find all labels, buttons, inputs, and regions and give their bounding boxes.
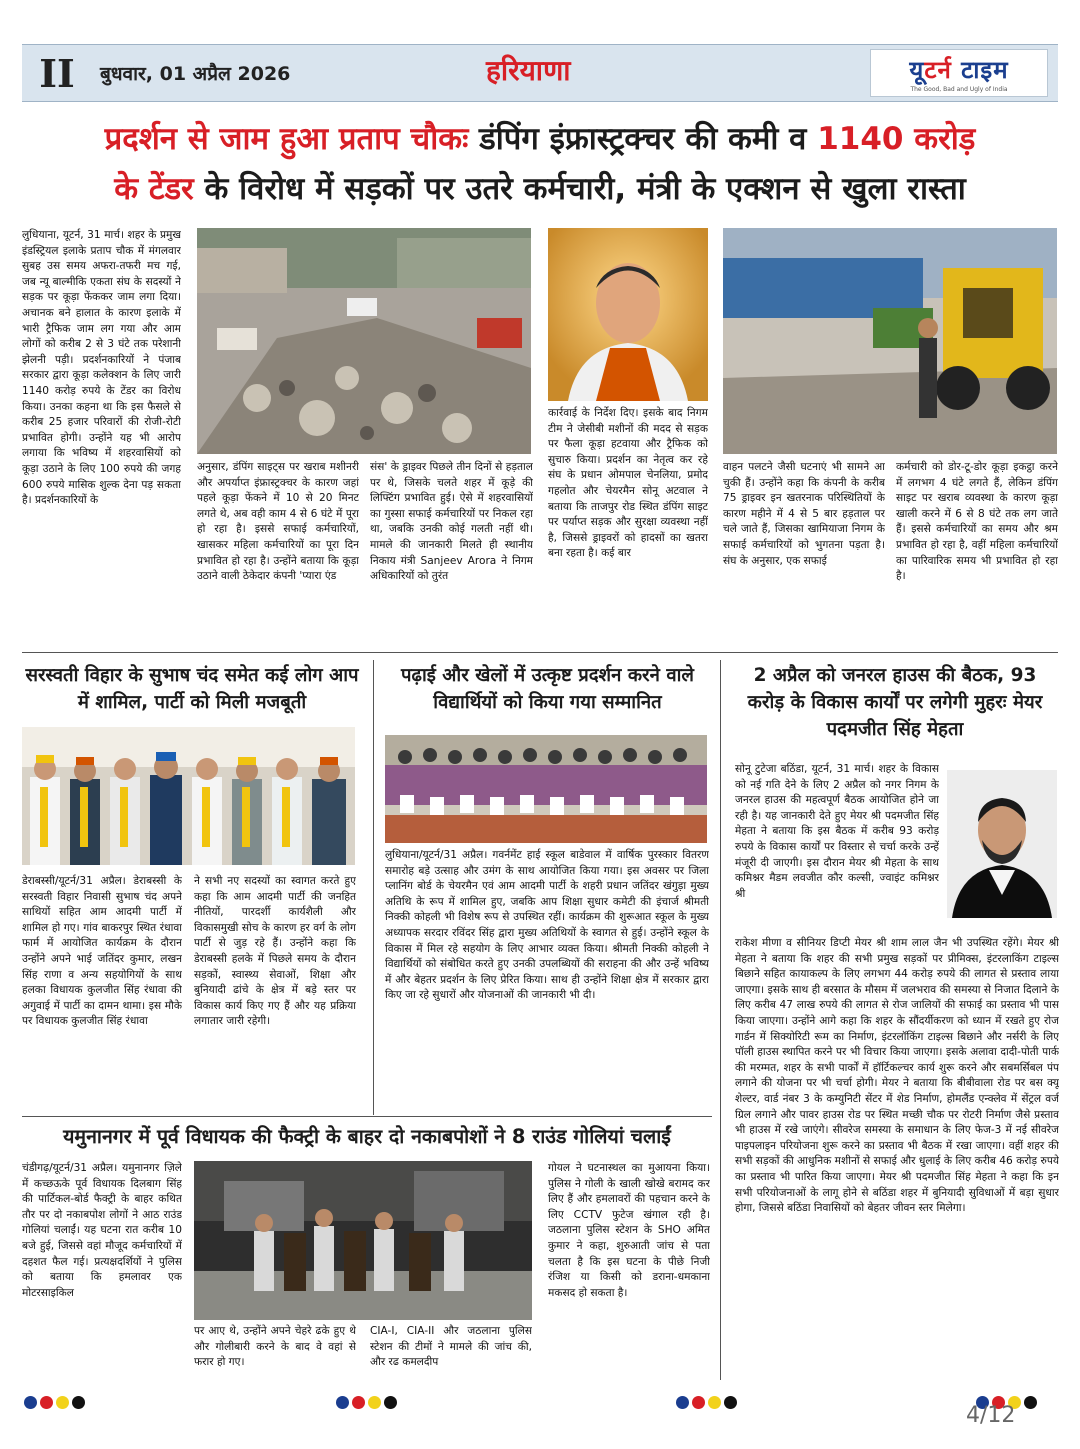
story-firing-column-1: चंडीगढ़/यूटर्न/31 अप्रैल। यमुनानगर ज़िले में कच्छऊके पूर्व विधायक दिलबाग सिंह की पार्टिकल-बोर्ड फैक्ट्री के बाहर कथित तौर पर दो नकाबपोश लोगों ने आठ राउंड गोलियां चलाईं। यह घटना रात करीब 10 बजे हुई, जिससे वहां मौजूद कर्मचारियों में दहशत फैल गई। प्रत्यक्षदर्शियों ने पुलिस को बताया कि हमलावर एक मोटरसाइकिल [22, 1162, 182, 1299]
page-number: II [39, 50, 75, 96]
column-divider [373, 660, 374, 1115]
footer-dots [676, 1396, 737, 1409]
lead-column-2: अनुसार, डंपिंग साइट्स पर खराब मशीनरी और अपर्याप्त इंफ्रास्ट्रक्चर के कारण जहां पहले कूड़ा फेंकने में 10 से 20 मिनट लगते थे, अब वही काम 4 से 6 घंटे में पूरा हो रहा है। इससे सफाई कर्मचारियों, खासकर महिला कर्मचारियों का पूरा दिन प्रभावित हो रहा है। उन्होंने बताया कि कूड़ा उठाने वाली ठेकेदार कंपनी 'प्यारा एंड [197, 461, 359, 583]
section-divider [22, 652, 1058, 653]
story-school-award-headline: पढ़ाई और खेलों में उत्कृष्ट प्रदर्शन करने वाले विद्यार्थियों को किया गया सम्मानित [401, 665, 694, 713]
story-bathinda-meeting-headline: 2 अप्रैल को जनरल हाउस की बैठक, 93 करोड़ के विकास कार्यों पर लगेगी मुहरः मेयर पदमजीत सिंह मेहता [747, 665, 1043, 740]
footer-dots [24, 1396, 85, 1409]
story-firing-column-4: गोयल ने घटनास्थल का मुआयना किया। पुलिस ने गोली के खाली खोखे बरामद कर लिए हैं और हमलावरों की पहचान करने के लिए CCTV फुटेज खंगाल रही है। जठलाना पुलिस स्टेशन के SHO अमित कुमार ने कहा, शुरुआती जांच से पता चलता है कि इस घटना के पीछे निजी रंजिश या किसी को डराना-धमकाना मकसद हो सकता है। [548, 1162, 710, 1299]
story-aap-joining-column-2: ने सभी नए सदस्यों का स्वागत करते हुए कहा कि आम आदमी पार्टी की जनहित नीतियों, पारदर्शी कार्यशैली और विकासमुखी सोच के कारण हर वर्ग के लोग पार्टी से जुड़ रहे हैं। उन्होंने कहा कि डेराबस्सी हलके में पिछले समय के दौरान सड़कों, स्वास्थ्य सेवाओं, शिक्षा और बुनियादी ढांचे के क्षेत्र में बड़े स्तर पर विकास कार्य किए गए हैं और यह प्रक्रिया लगातार जारी रहेगी। [194, 875, 356, 1028]
lead-column-6: कर्मचारी को डोर-टू-डोर कूड़ा इकट्ठा करने में लगभग 4 घंटे लगते हैं, लेकिन डंपिंग साइट पर खराब व्यवस्था के कारण कूड़ा खाली करने में 6 से 8 घंटे तक लग जाते हैं। इससे कर्मचारियों का समय और श्रम प्रभावित हो रहा है, वहीं महिला कर्मचारियों का पारिवारिक समय भी प्रभावित हो रहा है। [896, 461, 1058, 583]
story-firing-column-3: CIA-I, CIA-II और जठलाना पुलिस स्टेशन की टीमों ने मामले की जांच की, और रढ कमलदीप [370, 1325, 532, 1369]
section-state: हरियाणा [486, 54, 571, 87]
story-school-award-column: लुधियाना/यूटर्न/31 अप्रैल। गवर्नमेंट हाई स्कूल बाडेवाल में वार्षिक पुरस्कार वितरण समारोह बड़े उत्साह और उमंग के साथ आयोजित किया गया। इस अवसर पर जिला प्लानिंग बोर्ड के चेयरमैन एवं आम आदमी पार्टी के शहरी प्रधान जतिंदर खंगुड़ा मुख्य अतिथि के रूप में शामिल हुए, जबकि आप शिक्षा सुधार कमेटी की इंचार्ज श्रीमती निक्की कोहली भी विशेष रूप से उपस्थित रहीं। कार्यक्रम की शुरूआत स्कूल के मुख्य अध्यापक सरदार रविंदर सिंह द्वारा मुख्य अतिथियों के स्वागत से हुई। उन्होंने स्कूल के विकास में मिल रहे सहयोग के लिए आभार व्यक्त किया। श्रीमती निक्की कोहली ने विद्यार्थियों को संबोधित करते हुए उनकी उपलब्धियों की सराहना की और उन्हें भविष्य में और बेहतर प्रदर्शन के लिए प्रेरित किया। साथ ही उन्होंने शिक्षा क्षेत्र में सरकार द्वारा किए जा रहे सुधारों और योजनाओं की जानकारी भी दी। [385, 849, 709, 1002]
lead-column-1: लुधियाना, यूटर्न, 31 मार्च। शहर के प्रमुख इंडस्ट्रियल इलाके प्रताप चौक में मंगलवार सुबह उस समय अफरा-तफरी मच गई, जब न्यू बाल्मीकि एकता संघ के सदस्यों ने सड़क पर कूड़ा फेंककर जाम लगा दिया। अचानक बने हालात के कारण इलाके में भारी ट्रैफिक जाम लग गया और आम लोगों को करीब 2 से 3 घंटे तक परेशानी झेलनी पड़ी। प्रदर्शनकारियों ने पंजाब सरकार द्वारा कूड़ा कलेक्शन के लिए जारी 1140 करोड़ रुपये के टेंडर का विरोध किया। उनका कहना था कि इस फैसले से करीब 25 हजार परिवारों की रोजी-रोटी प्रभावित होगी। उन्होंने यह भी आरोप लगाया कि भविष्य में शहरवासियों को कूड़ा उठाने के लिए 100 रुपये की जगह 600 रुपये मासिक शुल्क देना पड़ सकता है। प्रदर्शनकारियों के [22, 229, 181, 507]
minister-portrait [548, 228, 708, 401]
issue-date: बुधवार, 01 अप्रैल 2026 [100, 63, 291, 85]
story-firing-headline: यमुनानगर में पूर्व विधायक की फैक्ट्री के बाहर दो नकाबपोशों ने 8 राउंड गोलियां चलाईं [63, 1125, 671, 1148]
story-firing-column-2: पर आए थे, उन्होंने अपने चेहरे ढके हुए थे और गोलीबारी करने के बाद वे वहां से फरार हो गए। [194, 1325, 356, 1369]
masthead [22, 44, 1058, 102]
school-award-photo [385, 735, 707, 843]
footer-dots [336, 1396, 397, 1409]
story-bathinda-meeting-column-body: राकेश मीणा व सीनियर डिप्टी मेयर श्री शाम लाल जैन भी उपस्थित रहेंगे। मेयर श्री मेहता ने बताया कि शहर की सभी प्रमुख सड़कों पर प्रीमिक्स, इंटरलाकिंग टाइल्स बिछाने सहित कायाकल्प के लिए लगभग 44 करोड़ रुपये की लागत से प्रस्ताव लाया जाएगा। इसके साथ ही बरसात के मौसम में जलभराव की समस्या से निजात दिलाने के लिए करीब 47 लाख रुपये की लागत से रोज जालियों की सफाई का प्रस्ताव भी पास किया जाएगा। उन्होंने आगे कहा कि शहर के सौंदर्यीकरण को ध्यान में रखते हुए रोज गार्डन में सिक्योरिटी रूम का निर्माण, इंटरलॉकिंग टाइल्स बिछाने और नर्सरी के लिए पॉली हाउस स्थापित करने पर भी विचार किया जाएगा। इसके अलावा दादी-पोती पार्क की मरम्मत, शहर के सभी पार्कों में हॉर्टिकल्चर कार्य शुरू करने और सबमर्सिबल पंप लगाने की योजना पर भी चर्चा होगी। मेयर ने बताया कि बीबीवाला रोड पर बस क्यू शेल्टर, वार्ड नंबर 3 के कम्युनिटी सेंटर में शेड निर्माण, होमलैंड एन्क्लेव में सेंट्रल वर्ज ग्रिल लगाने और पावर हाउस रोड पर स्थित मच्छी चौक पर रोटरी निर्माण जैसे प्रस्ताव भी हाउस में रखे जाएंगे। सीवरेज समस्या के समाधान के लिए फेज-3 में नई सीवरेज पाइपलाइन परियोजना शुरू करने का प्रस्ताव भी बैठक में रखा जाएगा। वहीं शहर की सभी सड़कों की आधुनिक मशीनों से सफाई और धुलाई के लिए करीब 46 करोड़ रुपये का प्रस्ताव भी पारित किया जाएगा। मेयर श्री पदमजीत सिंह मेहता ने कहा कि इन सभी परियोजनाओं के लागू होने से बठिंडा शहर में बुनियादी सुविधाओं में बड़ा सुधार होगा, जिससे बठिंडा निवासियों को बेहतर जीवन स्तर मिलेगा। [735, 937, 1059, 1215]
garbage-road-photo [197, 228, 531, 454]
mayor-portrait [947, 770, 1057, 918]
lead-column-3: संस' के ड्राइवर पिछले तीन दिनों से हड़ताल पर थे, जिसके चलते शहर में कूड़े की लिफ्टिंग प्रभावित हुई। ऐसे में शहरवासियों का गुस्सा सफाई कर्मचारियों पर निकल रहा था, जबकि उनकी कोई गलती नहीं थी। मामले की जानकारी मिलते ही स्थानीय निकाय मंत्री Sanjeev Arora ने निगम अधिकारियों को तुरंत [370, 461, 533, 583]
jcb-cleanup-photo [723, 228, 1057, 454]
lead-column-4: कार्रवाई के निर्देश दिए। इसके बाद निगम टीम ने जेसीबी मशीनों की मदद से सड़क पर फैला कूड़ा हटवाया और ट्रैफिक को सुचारु किया। प्रदर्शन का नेतृत्व कर रहे संघ के प्रधान ओमपाल चेनलिया, प्रमोद गहलोत और चेयरमैन सोनू अटवाल ने बताया कि ताजपुर रोड स्थित डंपिंग साइट पर पर्याप्त सड़क और सुरक्षा व्यवस्था नहीं है, जिससे ड्राइवरों को हादसों का खतरा बना रहता है। कई बार [548, 407, 708, 560]
story-bathinda-meeting-column-top: सोनू टुटेजा बठिंडा, यूटर्न, 31 मार्च। शहर के विकास को नई गति देने के लिए 2 अप्रैल को नगर निगम के जनरल हाउस की महत्वपूर्ण बैठक आयोजित होने जा रही है। यह जानकारी देते हुए मेयर श्री पदमजीत सिंह मेहता ने बताया कि इस बैठक में करीब 93 करोड़ रुपये के विकास कार्यों पर विस्तार से चर्चा करके उन्हें मंजूरी दी जाएगी। इस दौरान मेयर श्री मेहता के साथ कमिश्नर मैडम लवजीत कौर कल्सी, ज्वाइंट कमिश्नर श्री [735, 763, 939, 900]
story-aap-joining-column-1: डेराबस्सी/यूटर्न/31 अप्रैल। डेराबस्सी के सरस्वती विहार निवासी सुभाष चंद अपने साथियों सहित आम आदमी पार्टी में शामिल हो गए। गांव बाकरपुर स्थित रंधावा फार्म में आयोजित कार्यक्रम के दौरान उन्होंने अपने भाई जतिंदर कुमार, लखन सिंह राणा व अन्य सहयोगियों के साथ हलका विधायक कुलजीत सिंह रंधावा की अगुवाई में पार्टी का दामन थामा। इस मौके पर विधायक कुलजीत सिंह रंधावा [22, 875, 182, 1028]
viewer-page-indicator: 4/12 [966, 1403, 1016, 1428]
story-aap-joining-headline: सरस्वती विहार के सुभाष चंद समेत कई लोग आप में शामिल, पार्टी को मिली मजबूती [25, 665, 359, 713]
lead-column-5: वाहन पलटने जैसी घटनाएं भी सामने आ चुकी हैं। उन्होंने कहा कि कंपनी के करीब 75 ड्राइवर इन खतरनाक परिस्थितियों के कारण महीने में 4 से 5 बार हड़ताल पर चले जाते हैं, जिसका खामियाजा निगम के सफाई कर्मचारियों को भुगतना पड़ता है। संघ के अनुसार, एक सफाई [723, 461, 885, 567]
newspaper-logo: यूटर्न टाइम The Good, Bad and Ugly of India [870, 49, 1048, 97]
column-divider [720, 660, 721, 1380]
section-divider [22, 1116, 712, 1117]
firing-scene-photo [194, 1161, 532, 1320]
aap-joining-photo [22, 727, 355, 865]
lead-headline: प्रदर्शन से जाम हुआ प्रताप चौकः डंपिंग इंफ्रास्ट्रक्चर की कमी व 1140 करोड़ के टेंडर के विरोध में सड़कों पर उतरे कर्मचारी, मंत्री के एक्शन से खुला रास्ता [104, 121, 976, 207]
